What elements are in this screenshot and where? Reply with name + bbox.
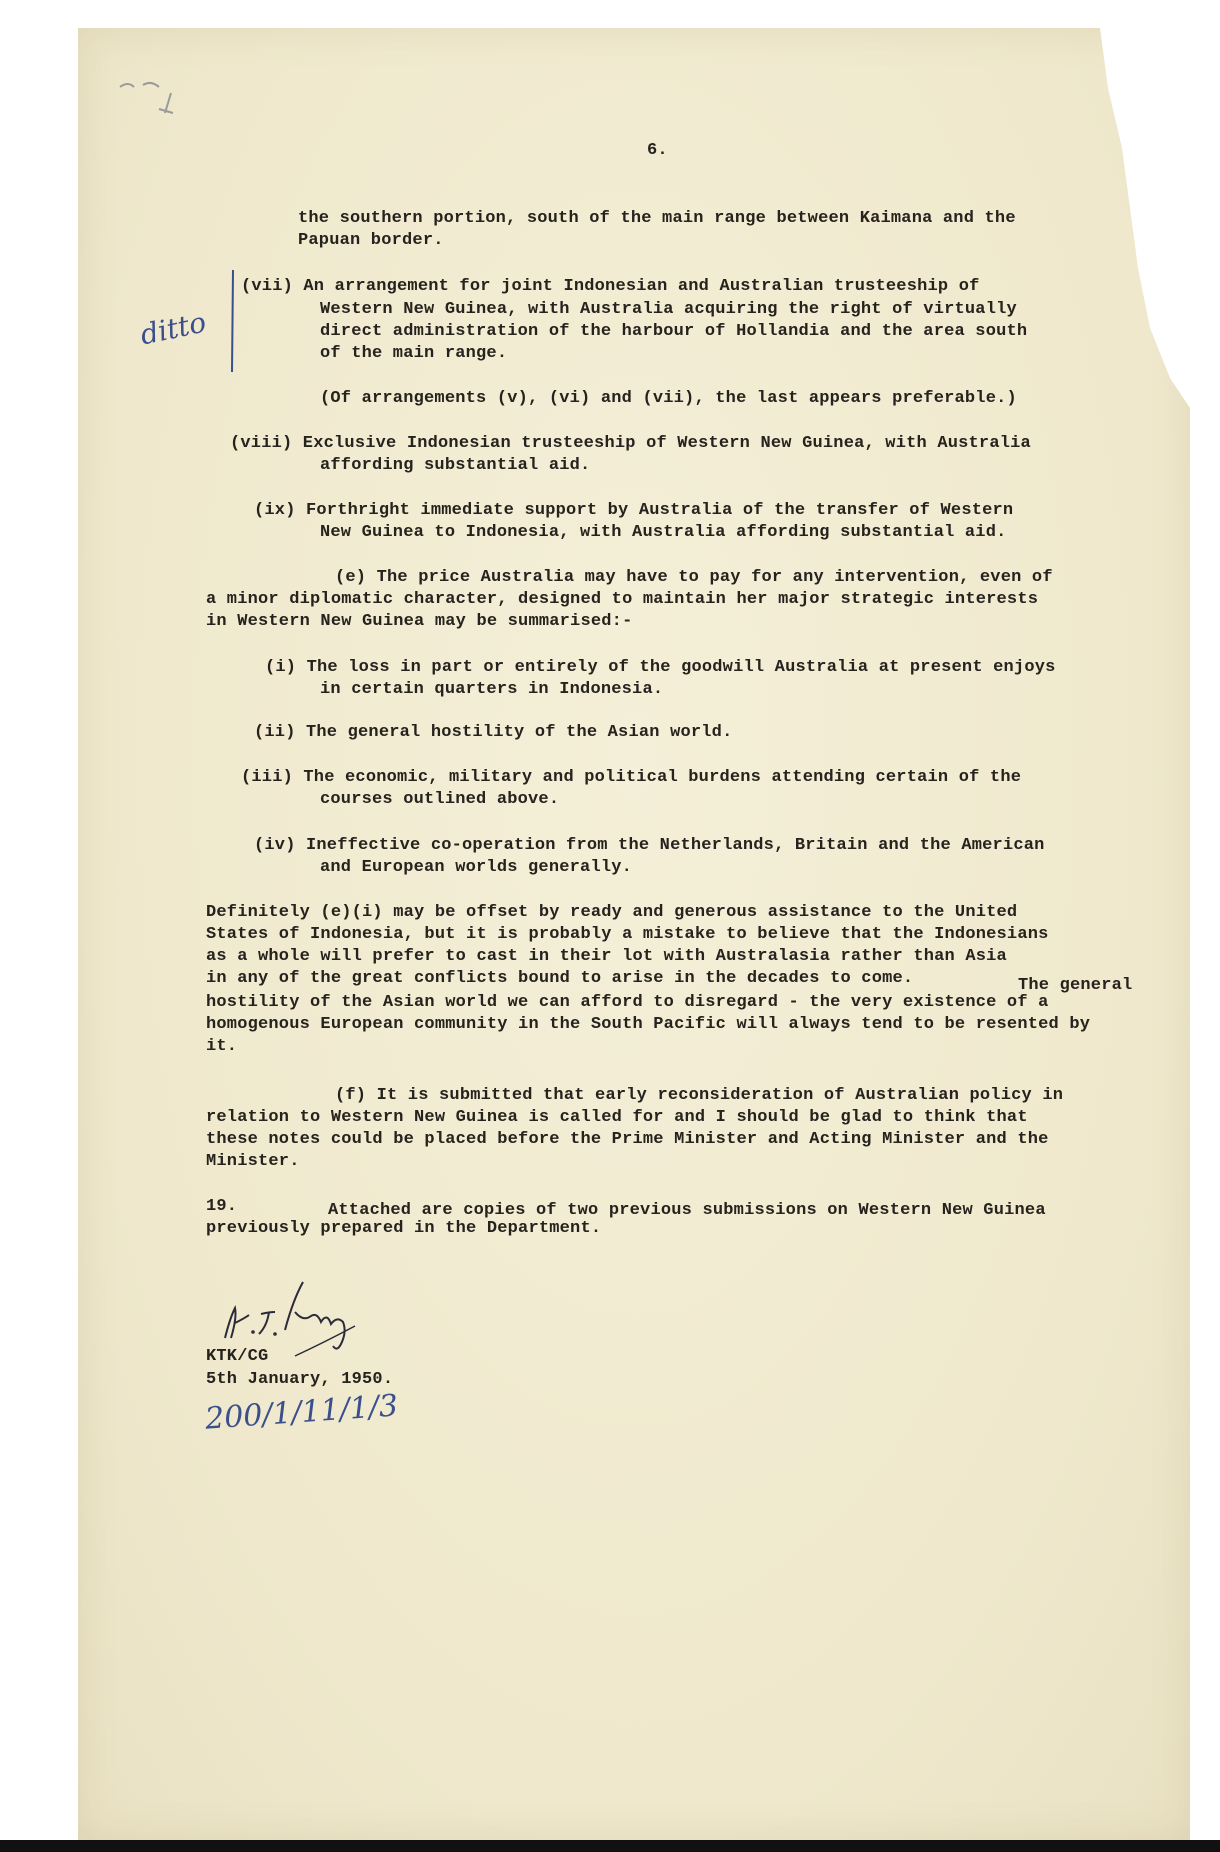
text-line: (iii) The economic, military and political burdens attending certain of the	[241, 768, 1022, 787]
text-line: in any of the great conflicts bound to arise in the decades to come.	[206, 969, 914, 988]
text-line: (ix) Forthright immediate support by Australia of the transfer of Western	[254, 501, 1014, 520]
margin-note: ditto	[137, 305, 209, 352]
text-line: New Guinea to Indonesia, with Australia affording substantial aid.	[320, 523, 1007, 542]
text-line: (vii) An arrangement for joint Indonesian and Australian trusteeship of	[241, 277, 980, 296]
text-line: in certain quarters in Indonesia.	[320, 680, 664, 699]
scan-border	[0, 1840, 1220, 1852]
text-line: (e) The price Australia may have to pay for any intervention, even of	[335, 568, 1053, 587]
text-line: previously prepared in the Department.	[206, 1219, 602, 1238]
text-line: (iv) Ineffective co-operation from the Netherlands, Britain and the American	[254, 836, 1045, 855]
text-line: these notes could be placed before the Prime Minister and Acting Minister and the	[206, 1130, 1049, 1149]
margin-bracket	[226, 268, 240, 376]
text-line: Definitely (e)(i) may be offset by ready and generous assistance to the United	[206, 903, 1018, 922]
text-line: (viii) Exclusive Indonesian trusteeship of Western New Guinea, with Australia	[230, 434, 1031, 453]
text-line: (ii) The general hostility of the Asian world.	[254, 723, 733, 742]
text-line: affording substantial aid.	[320, 456, 591, 475]
text-line: States of Indonesia, but it is probably a mistake to believe that the Indonesians	[206, 925, 1049, 944]
text-line: (Of arrangements (v), (vi) and (vii), the last appears preferable.)	[320, 389, 1017, 408]
handwritten-file-reference: 200/1/11/1/3	[204, 1388, 400, 1437]
text-line: as a whole will prefer to cast in their lot with Australasia rather than Asia	[206, 947, 1007, 966]
text-line: courses outlined above.	[320, 790, 560, 809]
text-line: a minor diplomatic character, designed to maintain her major strategic interests	[206, 590, 1039, 609]
torn-paper-edge	[1060, 28, 1220, 408]
text-line: Attached are copies of two previous submissions on Western New Guinea	[328, 1201, 1046, 1220]
text-line: Minister.	[206, 1152, 300, 1171]
text-line: Western New Guinea, with Australia acquiring the right of virtually	[320, 300, 1017, 319]
text-line: direct administration of the harbour of Hollandia and the area south	[320, 322, 1028, 341]
text-line: relation to Western New Guinea is called for and I should be glad to think that	[206, 1108, 1028, 1127]
text-line: of the main range.	[320, 344, 508, 363]
text-line: Papuan border.	[298, 231, 444, 250]
reference-initials: KTK/CG	[206, 1347, 269, 1366]
text-line: the southern portion, south of the main range between Kaimana and the	[298, 209, 1016, 228]
document-date: 5th January, 1950.	[206, 1370, 394, 1389]
text-line: hostility of the Asian world we can afford to disregard - the very existence of a	[206, 993, 1049, 1012]
page-number: 6.	[647, 141, 668, 160]
text-line: (i) The loss in part or entirely of the goodwill Australia at present enjoys	[265, 658, 1056, 677]
text-line: in Western New Guinea may be summarised:-	[206, 612, 633, 631]
text-line: (f) It is submitted that early reconsideration of Australian policy in	[335, 1086, 1064, 1105]
text-line: The general	[1018, 976, 1133, 995]
text-line: and European worlds generally.	[320, 858, 633, 877]
pencil-mark-icon	[115, 75, 205, 145]
text-line: homogenous European community in the South Pacific will always tend to be resented by	[206, 1015, 1091, 1034]
paragraph-number: 19.	[206, 1197, 238, 1216]
text-line: it.	[206, 1037, 238, 1056]
